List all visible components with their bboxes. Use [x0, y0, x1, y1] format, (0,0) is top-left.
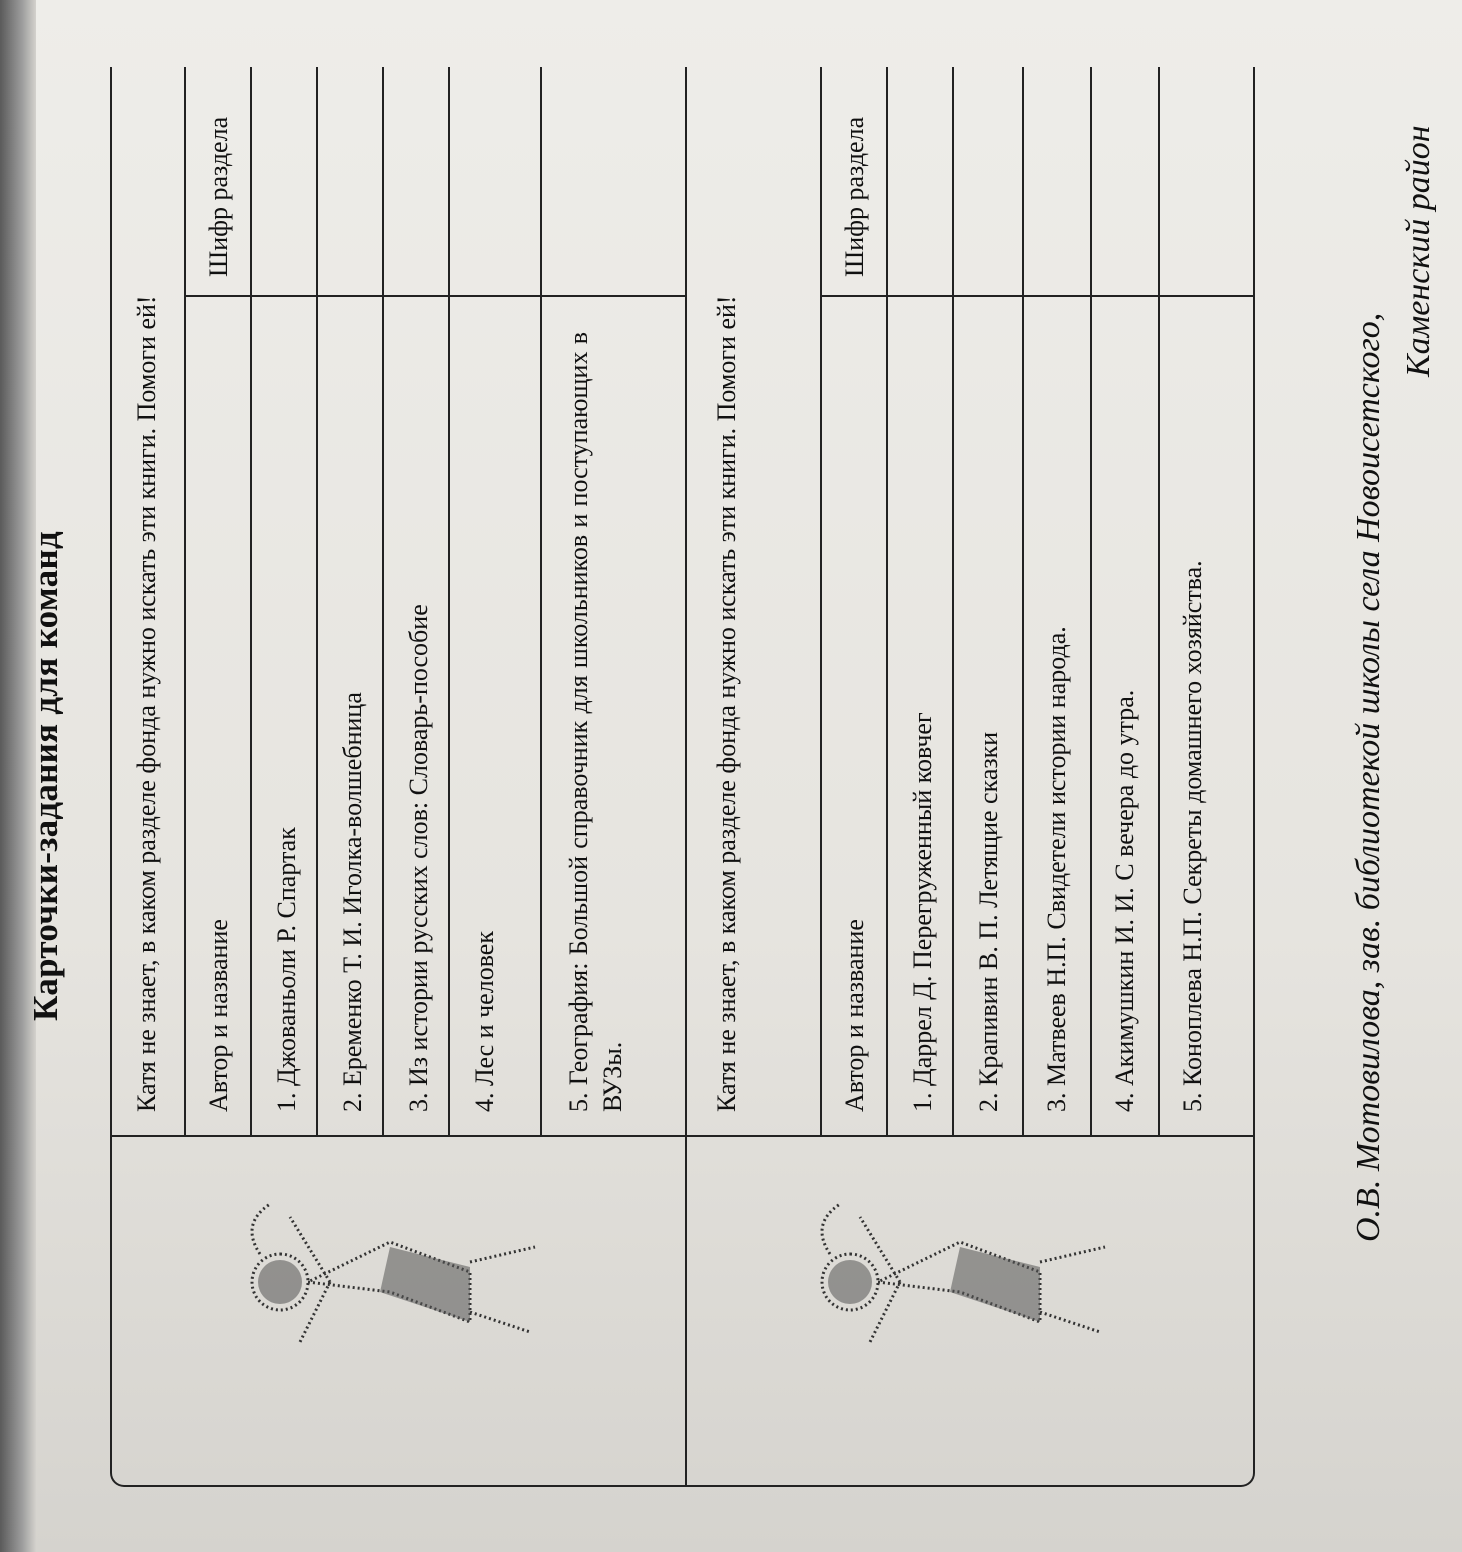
page-title: Карточки-задания для команд — [26, 531, 65, 1021]
card1-row-line-4 — [448, 67, 450, 1137]
card2-prompt: Катя не знает, в каком разделе фонда нужно искать эти книги. Помоги ей! — [712, 295, 741, 1112]
card2-book-1: 1. Даррел Д. Перегруженный ковчег — [908, 712, 937, 1112]
card2-row-line-0 — [820, 67, 822, 1137]
card2-book-3: 3. Матвеев Н.П. Свидетели истории народа. — [1042, 626, 1071, 1112]
card1-doll-illustration — [220, 1172, 555, 1432]
card1-book-4: 4. Лес и человек — [470, 931, 499, 1112]
card-separator — [685, 67, 687, 1487]
footer-region: Каменский район — [1400, 125, 1437, 377]
card2-row-line-3 — [1022, 67, 1024, 1137]
card2-book-2: 2. Крапивин В. П. Летящие сказки — [974, 731, 1003, 1112]
card1-code-divider — [184, 295, 685, 297]
card2-row-line-2 — [952, 67, 954, 1137]
card1-book-3: 3. Из истории русских слов: Словарь-пособие — [404, 604, 433, 1112]
card1-image-divider — [110, 1135, 685, 1137]
card1-row-line-0 — [184, 67, 186, 1137]
card1-col-author: Автор и название — [204, 919, 233, 1112]
card2-doll-illustration — [790, 1172, 1125, 1432]
card1-book-5: 5. География: Большой справочник для школьников и поступающих в ВУЗы. — [564, 332, 627, 1112]
card1-row-line-2 — [316, 67, 318, 1137]
card1-row-line-3 — [382, 67, 384, 1137]
card1-prompt: Катя не знает, в каком разделе фонда нужно искать эти книги. Помоги ей! — [132, 295, 161, 1112]
card2-row-line-4 — [1090, 67, 1092, 1137]
card1-book-2: 2. Еременко Т. И. Иголка-волшебница — [338, 692, 367, 1112]
card1-col-code: Шифр раздела — [204, 116, 233, 277]
card2-row-line-5 — [1158, 67, 1160, 1137]
card1-row-line-1 — [250, 67, 252, 1137]
card2-row-line-1 — [886, 67, 888, 1137]
card2-book-4: 4. Акимушкин И. И. С вечера до утра. — [1110, 689, 1139, 1112]
card1-book-1: 1. Джованьоли Р. Спартак — [272, 827, 301, 1112]
card2-col-code: Шифр раздела — [840, 116, 869, 277]
card1-row-line-5 — [540, 67, 542, 1137]
footer-author: О.В. Мотовилова, зав. библиотекой школы села Новоисетского, — [1350, 312, 1387, 1242]
card2-image-divider — [685, 1135, 1255, 1137]
card2-book-5: 5. Коноплева Н.П. Секреты домашнего хозяйства. — [1178, 560, 1207, 1112]
card2-col-author: Автор и название — [840, 919, 869, 1112]
